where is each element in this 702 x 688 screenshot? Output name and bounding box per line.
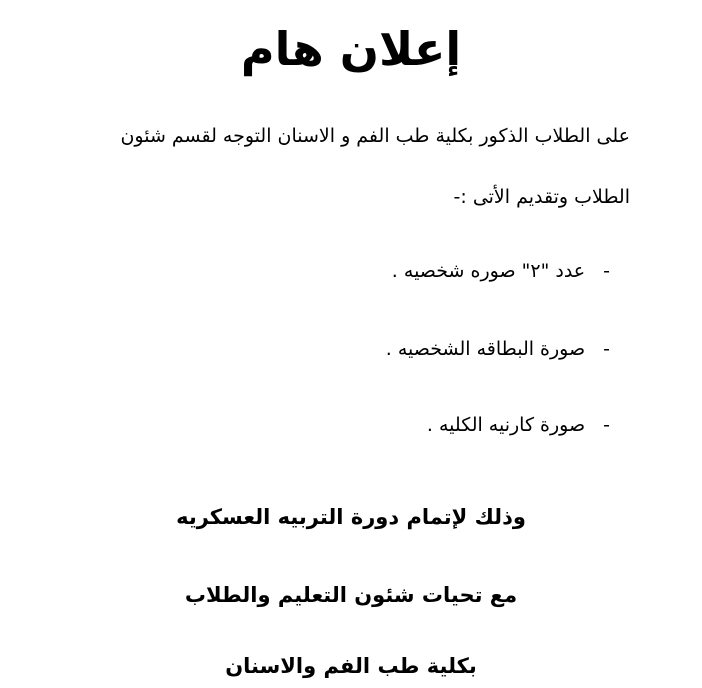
- requirement-id-card: صورة البطاقه الشخصيه .: [385, 338, 586, 360]
- closing-purpose: وذلك لإتمام دورة التربيه العسكريه: [176, 505, 526, 529]
- instruction-line-2: الطلاب وتقديم الأتى :-: [453, 186, 630, 208]
- list-dash: -: [603, 338, 610, 360]
- requirement-photos: عدد "٢" صوره شخصيه .: [391, 260, 586, 282]
- closing-faculty: بكلية طب الفم والاسنان: [225, 654, 477, 678]
- list-dash: -: [603, 414, 610, 436]
- list-item: [427, 411, 610, 439]
- announcement-title: إعلان هام: [240, 22, 462, 76]
- closing-regards: مع تحيات شئون التعليم والطلاب: [184, 583, 518, 607]
- list-dash: -: [603, 260, 610, 282]
- requirement-college-card: صورة كارنيه الكليه .: [426, 414, 586, 436]
- list-item: [386, 335, 610, 363]
- instruction-line-1: على الطلاب الذكور بكلية طب الفم و الاسنان التوجه لقسم شئون: [120, 125, 630, 147]
- list-item: [392, 257, 610, 285]
